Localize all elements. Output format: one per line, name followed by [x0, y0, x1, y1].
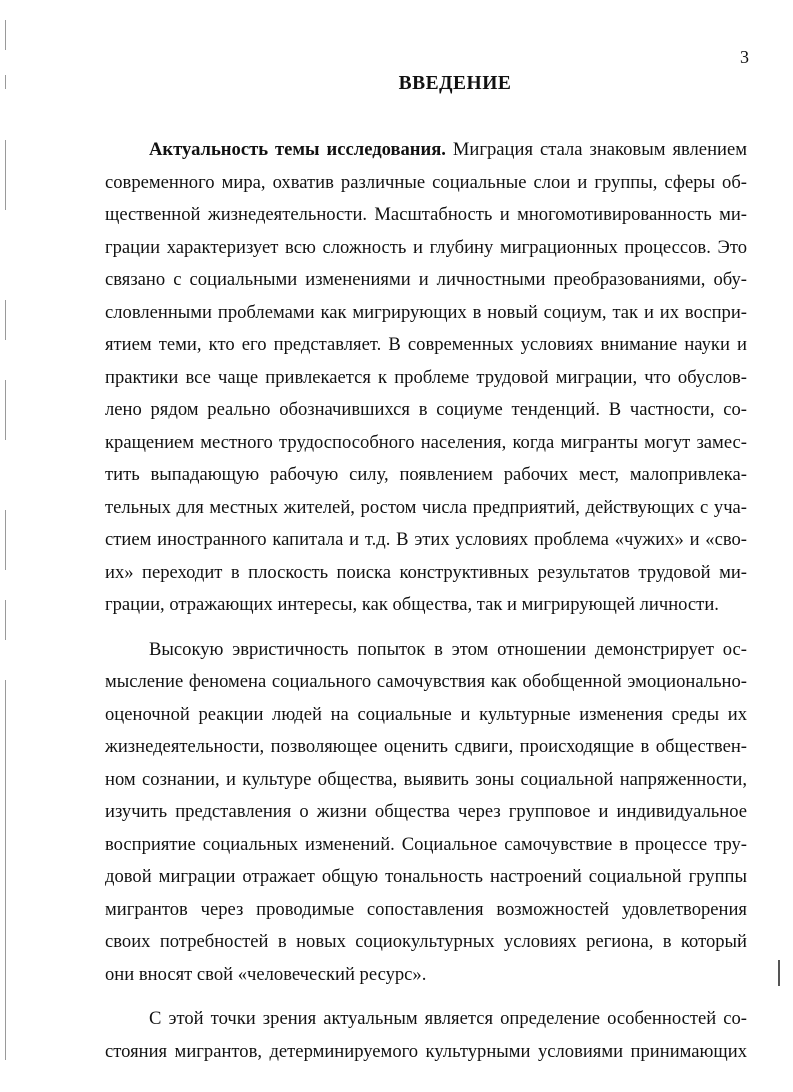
- paragraph-2: [105, 634, 747, 992]
- paragraph-line: тить выпадающую рабочую силу, появлением рабочих мест, малопривлека-: [105, 464, 747, 485]
- paragraph-line: их» переходит в плоскость поиска конструктивных результатов трудовой ми-: [105, 561, 747, 583]
- paragraph-line: щественной жизнедеятельности. Масштабность и многомотивированность ми-: [105, 204, 747, 225]
- paragraph-line: стояния мигрантов, детерминируемого культурными условиями принимающих: [105, 1040, 747, 1062]
- paragraph-line: тельных для местных жителей, ростом числа предприятий, действующих с уча-: [105, 496, 747, 518]
- paragraph-line: своих потребностей в новых социокультурных условиях региона, в который: [105, 931, 747, 952]
- paragraph-line: С этой точки зрения актуальным является определение особенностей со-: [149, 1008, 747, 1029]
- paragraph-line: ном сознании, и культуре общества, выявить зоны социальной напряженности,: [105, 768, 747, 790]
- paragraph-gap: [105, 622, 747, 634]
- paragraph-line: оценочной реакции людей на социальные и культурные изменения среды их: [105, 703, 747, 725]
- paragraph-line: ятием теми, кто его представляет. В современных условиях внимание науки и: [105, 334, 747, 355]
- paragraph-line: словленными проблемами как мигрирующих в новый социум, так и их воспри-: [105, 301, 747, 323]
- paragraph-gap: [105, 991, 747, 1003]
- paragraph-line: довой миграции отражает общую тональность настроений социальной группы: [105, 866, 747, 887]
- paragraph-line: мигрантов через проводимые сопоставления возможностей удовлетворения: [105, 898, 747, 920]
- paragraph-line: грации, отражающих интересы, как общества, так и мигрирующей личности.: [105, 594, 719, 615]
- paragraph-line: лено рядом реально обозначившихся в социуме тенденций. В частности, со-: [105, 399, 747, 420]
- paragraph-line: связано с социальными изменениями и личностными преобразованиями, обу-: [105, 269, 747, 290]
- body-text: [105, 134, 747, 1068]
- paragraph-line: [105, 134, 747, 167]
- paragraph-line: Высокую эвристичность попыток в этом отношении демонстрирует ос-: [149, 638, 747, 660]
- paragraph-line: изучить представления о жизни общества через групповое и индивидуальное: [105, 801, 747, 822]
- scan-mark-right: [778, 960, 780, 986]
- lead-phrase: Актуальность темы исследования.: [149, 139, 446, 160]
- paragraph-line: восприятие социальных изменений. Социальное самочувствие в процессе тру-: [105, 833, 747, 855]
- paragraph-3: [105, 1003, 747, 1068]
- paragraph-line: стием иностранного капитала и т.д. В этих условиях проблема «чужих» и «сво-: [105, 529, 747, 550]
- paragraph-line: они вносят свой «человеческий ресурс».: [105, 963, 427, 985]
- paragraph-1: [105, 134, 747, 622]
- paragraph-line: грации характеризует всю сложность и глубину миграционных процессов. Это: [105, 236, 747, 258]
- paragraph-line: кращением местного трудоспособного населения, когда мигранты могут замес-: [105, 431, 747, 453]
- paragraph-line: жизнедеятельности, позволяющее оценить сдвиги, происходящие в обществен-: [105, 736, 747, 757]
- scan-edge-artifact: [2, 0, 12, 1092]
- paragraph-line: мысление феномена социального самочувствия как обобщенной эмоционально-: [105, 671, 747, 692]
- paragraph-line: современного мира, охватив различные социальные слои и группы, сферы об-: [105, 171, 747, 193]
- paragraph-line: практики все чаще привлекается к проблеме трудовой миграции, что обуслов-: [105, 366, 747, 388]
- page-number: 3: [740, 47, 749, 67]
- section-title: ВВЕДЕНИЕ: [398, 73, 512, 94]
- lead-line-rest: Миграция стала знаковым явлением: [445, 139, 747, 160]
